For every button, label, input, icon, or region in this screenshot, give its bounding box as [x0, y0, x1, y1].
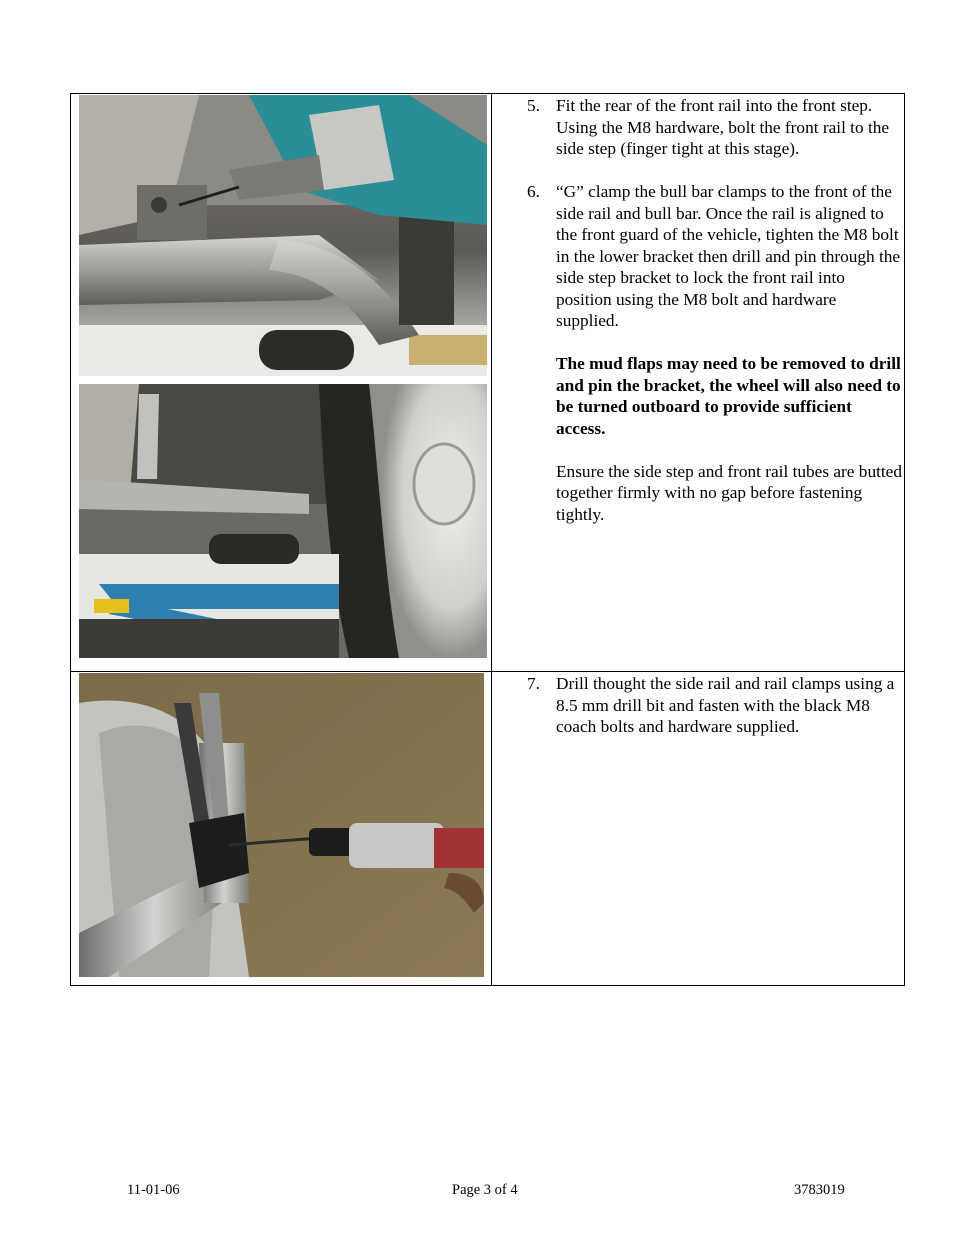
step-number: 6. [527, 182, 540, 201]
step-number: 5. [527, 96, 540, 115]
step-text: Drill thought the side rail and rail clamps using a 8.5 mm drill bit and fasten with the black M8 coach bolts and hardware supplied. [556, 674, 895, 736]
step-text: “G” clamp the bull bar clamps to the front of the side rail and bull bar. Once the rail is aligned to the front guard of the vehicle, tighten the M8 bolt in the lower bracket then drill and pin through the side step bracket to lock the front rail into position using the M8 bolt and hardware supplied. [556, 182, 901, 330]
footer-date: 11-01-06 [127, 1182, 180, 1198]
photo-drill-side-step-bracket [79, 95, 487, 376]
instructions-row-1 [503, 95, 903, 547]
photo-front-rail-wheel [79, 384, 487, 658]
instructions-row-2 [503, 673, 903, 759]
instruction-table [70, 93, 905, 986]
step-5 [503, 95, 903, 160]
mud-flap-note: The mud flaps may need to be removed to drill and pin the bracket, the wheel will also need to be turned outboard to provide sufficient access. [556, 354, 901, 438]
footer-page-number: Page 3 of 4 [452, 1182, 518, 1198]
footer-part-number: 3783019 [794, 1182, 845, 1198]
ensure-note: Ensure the side step and front rail tubes are butted together firmly with no gap before fastening tightly. [556, 461, 902, 524]
step-text: Fit the rear of the front rail into the front step. Using the M8 hardware, bolt the front rail to the side step (finger tight at this stage). [556, 96, 890, 158]
row-divider [71, 671, 904, 672]
step-number: 7. [527, 674, 540, 693]
step-6 [503, 181, 903, 332]
photo-drill-rail-clamp [79, 673, 484, 977]
column-divider [491, 94, 492, 985]
step-7 [503, 673, 903, 738]
